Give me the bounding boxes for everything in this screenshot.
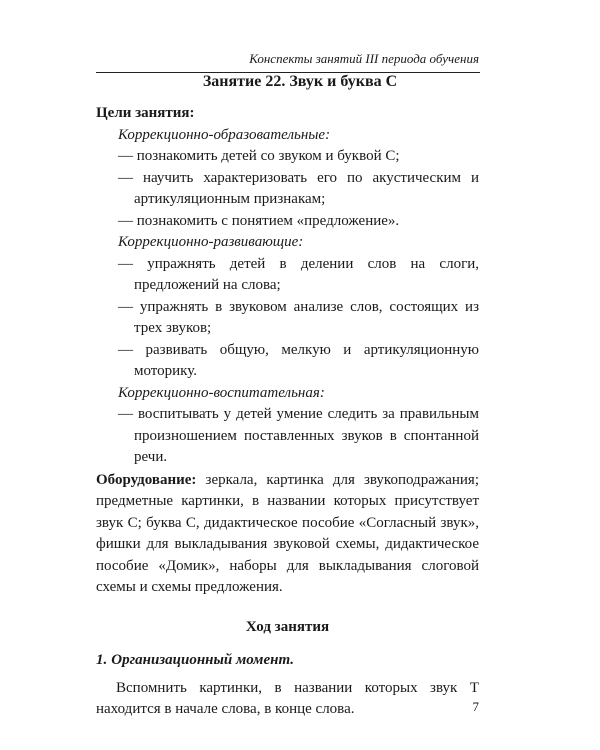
goals-list-educational [96,146,479,232]
list-item: — познакомить с понятием «предложение». [118,212,400,229]
goals-list-developmental [96,254,479,383]
step-paragraph: Вспомнить картинки, в названии которых звук Т находится в начале слова, в конце слова. [96,679,479,717]
goals-subheading-upbringing: Коррекционно-воспитательная: [118,384,325,401]
list-item: — упражнять детей в делении слов на слоги, предложений на слова; [118,255,479,293]
goals-list-upbringing [96,404,479,469]
step-number: 1. [96,652,108,668]
lesson-title: Занятие 22. Звук и буква С [202,73,398,90]
list-item: — познакомить детей со звуком и буквой С; [118,148,400,164]
equipment-text: зеркала, картинка для звукоподражания; предметные картинки, в названии которых присутствует звук С; буква С, дидактическое пособие «Согласный звук», фишки для выкладывания звуковой схемы, дидактическое пособие «Домик», наборы для выкладывания слоговой схемы и схемы предложения. [96,471,479,595]
step-heading [96,650,479,672]
page-content [96,103,479,721]
goals-subheading-educational: Коррекционно-образовательные: [118,126,331,143]
equipment-label: Оборудование: [96,471,197,488]
step-title: Организационный момент. [111,652,295,668]
list-item: — научить характеризовать его по акустическим и артикуляционным признакам; [118,169,479,207]
list-item: — воспитывать у детей умение следить за правильным произношением поставленных звуков в спонтанной речи. [118,406,479,465]
goals-subheading-developmental: Коррекционно-развивающие: [118,234,304,250]
goals-heading: Цели занятия: [96,105,195,121]
page-number: 7 [472,699,479,714]
list-item: — упражнять в звуковом анализе слов, состоящих из трех звуков; [118,298,479,336]
list-item: — развивать общую, мелкую и артикуляционную моторику. [118,341,479,379]
equipment-paragraph [96,470,479,599]
section-heading: Ход занятия [245,618,330,635]
running-head: Конспекты занятий III периода обучения [249,51,479,66]
